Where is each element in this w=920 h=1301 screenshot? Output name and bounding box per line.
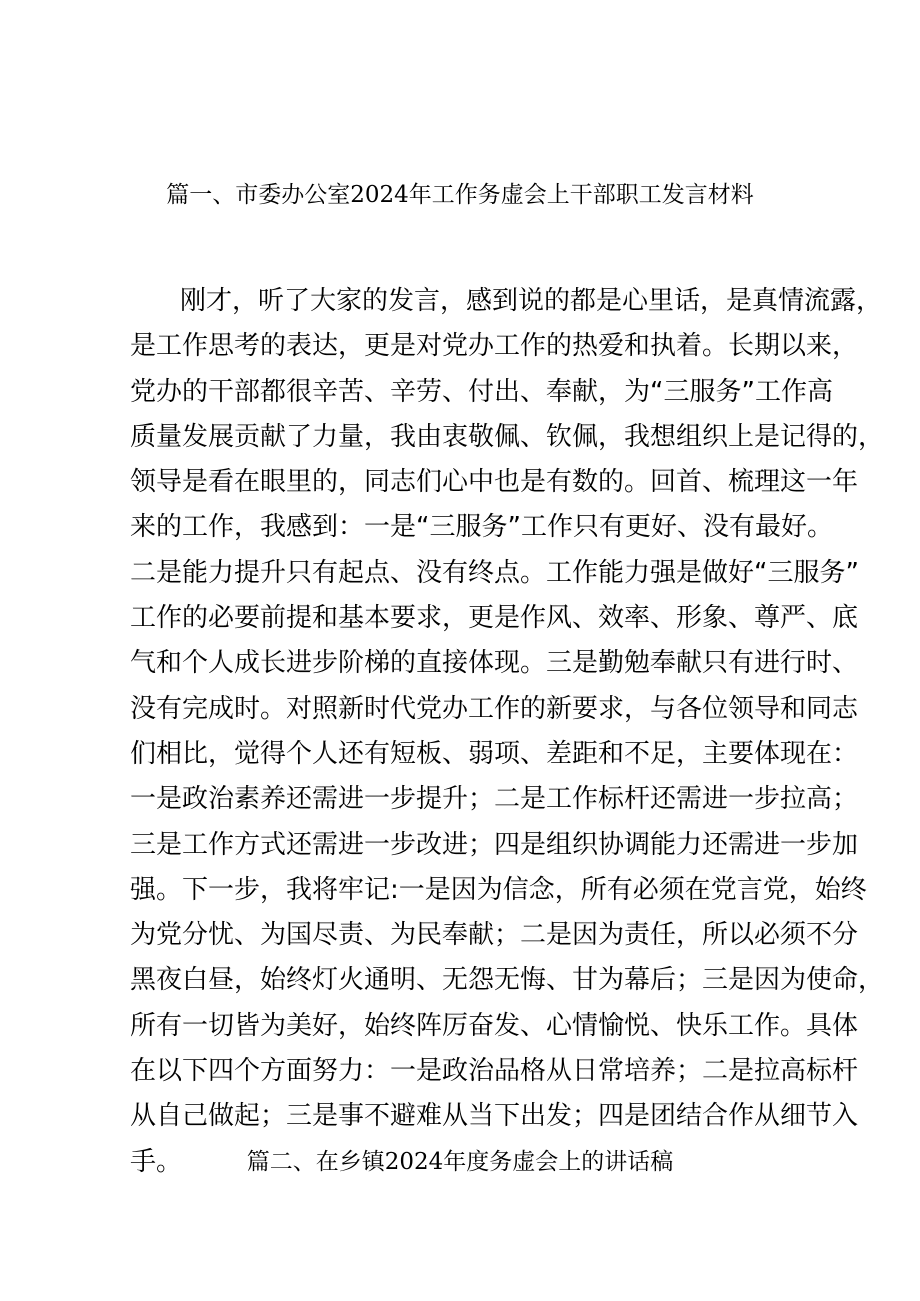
paragraph-line: 从自己做起；三是事不避难从当下出发；四是团结合作从细节入 (130, 1101, 859, 1132)
speech-paragraph (130, 279, 885, 1185)
paragraph-line: 来的工作，我感到：一是“三服务”工作只有更好、没有最好。 (130, 512, 833, 543)
paragraph-line: 强。下一步，我将牢记:一是因为信念，所有必须在党言党，始终 (130, 874, 867, 905)
paragraph-line: 气和个人成长进步阶梯的直接体现。三是勤勉奉献只有进行时、 (130, 648, 859, 679)
paragraph-line: 三是工作方式还需进一步改进；四是组织协调能力还需进一步加 (130, 829, 859, 860)
paragraph-line: 领导是看在眼里的，同志们心中也是有数的。回首、梳理这一年 (130, 467, 859, 498)
section-heading-2: 篇二、在乡镇2024年度务虚会上的讲话稿 (246, 1149, 674, 1175)
section-heading-1: 篇一、市委办公室2024年工作务虚会上干部职工发言材料 (166, 182, 754, 208)
paragraph-line: 工作的必要前提和基本要求，更是作风、效率、形象、尊严、底 (130, 603, 859, 634)
paragraph-line: 刚才，听了大家的发言，感到说的都是心里话，是真情流露， (180, 286, 883, 316)
paragraph-line: 黑夜白昼，始终灯火通明、无怨无悔、甘为幕后；三是因为使命， (130, 965, 885, 996)
paragraph-line: 一是政治素养还需进一步提升；二是工作标杆还需进一步拉高； (130, 784, 859, 815)
paragraph-line: 二是能力提升只有起点、没有终点。工作能力强是做好“三服务” (130, 557, 859, 588)
paragraph-line: 没有完成时。对照新时代党办工作的新要求，与各位领导和同志 (130, 693, 859, 724)
paragraph-line: 们相比，觉得个人还有短板、弱项、差距和不足，主要体现在： (130, 738, 859, 769)
paragraph-line: 是工作思考的表达，更是对党办工作的热爱和执着。长期以来， (130, 331, 859, 362)
paragraph-line: 党办的干部都很辛苦、辛劳、付出、奉献，为“三服务”工作高 (130, 376, 833, 407)
paragraph-line: 质量发展贡献了力量，我由衷敬佩、钦佩，我想组织上是记得的， (130, 421, 885, 452)
paragraph-line: 在以下四个方面努力：一是政治品格从日常培养；二是拉高标杆 (130, 1056, 859, 1087)
paragraph-line: 为党分忧、为国尽责、为民奉献；二是因为责任，所以必须不分 (130, 920, 859, 951)
paragraph-line: 所有一切皆为美好，始终阵厉奋发、心情愉悦、快乐工作。具体 (130, 1010, 859, 1041)
paragraph-line: 手。 (130, 1146, 183, 1177)
